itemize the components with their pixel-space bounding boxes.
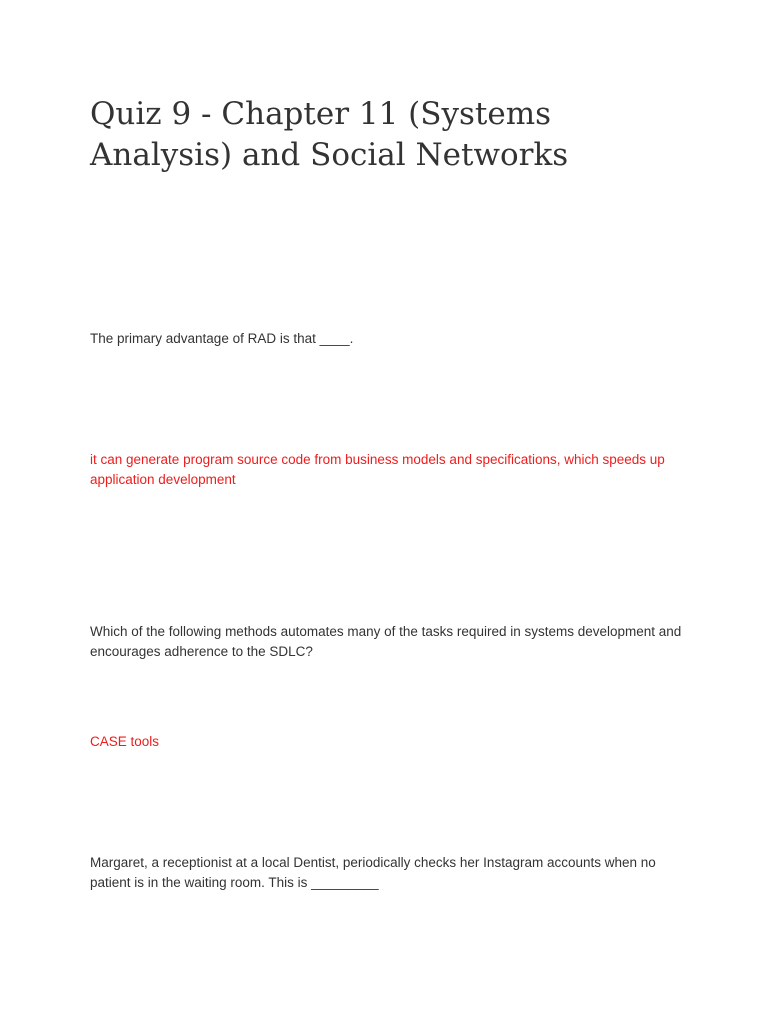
question-2: Which of the following methods automates many of the tasks required in systems development and encourages adherence to the SDLC? [90,624,682,659]
question-1: The primary advantage of RAD is that ____. [90,331,354,346]
answer-1: it can generate program source code from business models and specifications, which speeds up application development [90,452,665,487]
answer-2: CASE tools [90,734,160,749]
question-3: Margaret, a receptionist at a local Dentist, periodically checks her Instagram accounts when no patient is in the waiting room. This is _________ [90,855,656,890]
page-title: Quiz 9 - Chapter 11 (Systems Analysis) and Social Networks [90,96,569,173]
